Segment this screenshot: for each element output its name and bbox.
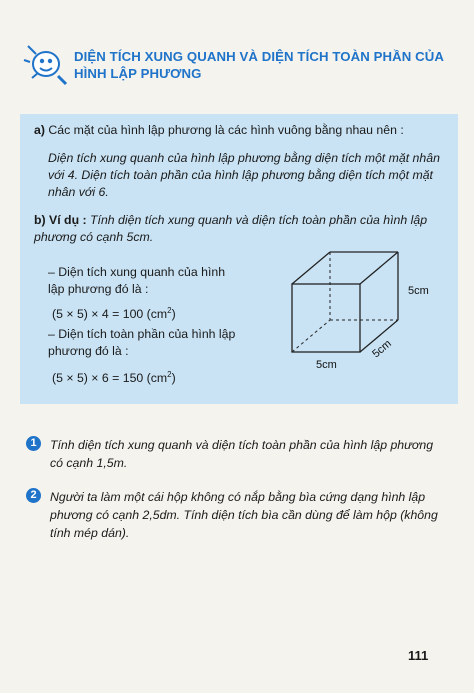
exercise-2	[26, 488, 446, 542]
unit-superscript: 2	[167, 370, 172, 379]
cube-label-height: 5cm	[408, 285, 429, 297]
cube-label-depth: 5cm	[370, 337, 394, 361]
exercise-number-2: 2	[26, 488, 41, 503]
exercise-1	[26, 436, 446, 472]
part-b-label: b) Ví dụ :	[34, 213, 87, 227]
unit-close: )	[171, 307, 176, 322]
solution-total-label: – Diện tích toàn phần của hình lập phương đó là :	[48, 327, 236, 358]
lesson-header	[22, 40, 462, 100]
cube-diagram	[280, 242, 450, 392]
solution-lateral-calc-text: (5 × 5) × 4 = 100 (cm	[52, 307, 168, 322]
cube-label-width: 5cm	[316, 359, 337, 371]
solution-lateral-calc	[52, 302, 176, 323]
part-a-text: Các mặt của hình lập phương là các hình vuông bằng nhau nên :	[48, 123, 404, 137]
part-a-label: a)	[34, 123, 45, 137]
solution-lateral-label: – Diện tích xung quanh của hình lập phương đó là :	[48, 265, 226, 296]
unit-close: )	[171, 371, 176, 386]
rule-text: Diện tích xung quanh của hình lập phương bằng diện tích một mặt nhân với 4. Diện tích toàn phần của hình lập phương bằng diện tích một mặt nhân với 6.	[48, 151, 440, 199]
part-b-text: Tính diện tích xung quanh và diện tích toàn phần của hình lập phương có cạnh 5cm.	[34, 213, 428, 244]
pencil-mascot-icon	[22, 40, 68, 88]
theory-box	[20, 114, 458, 404]
solution-total-calc	[52, 366, 176, 387]
solution-total-calc-text: (5 × 5) × 6 = 150 (cm	[52, 371, 168, 386]
lesson-title: DIỆN TÍCH XUNG QUANH VÀ DIỆN TÍCH TOÀN PHẦN CỦA HÌNH LẬP PHƯƠNG	[74, 49, 444, 81]
part-b	[34, 212, 444, 246]
unit-superscript: 2	[167, 306, 172, 315]
exercise-2-text: Người ta làm một cái hộp không có nắp bằng bìa cứng dạng hình lập phương có cạnh 2,5dm. Tính diện tích bìa cần dùng để làm hộp (không tính mép dán).	[50, 490, 438, 540]
exercise-number-1: 1	[26, 436, 41, 451]
page-number: 111	[408, 648, 429, 663]
exercise-1-text: Tính diện tích xung quanh và diện tích toàn phần của hình lập phương có cạnh 1,5m.	[50, 438, 434, 470]
part-a	[34, 122, 444, 139]
